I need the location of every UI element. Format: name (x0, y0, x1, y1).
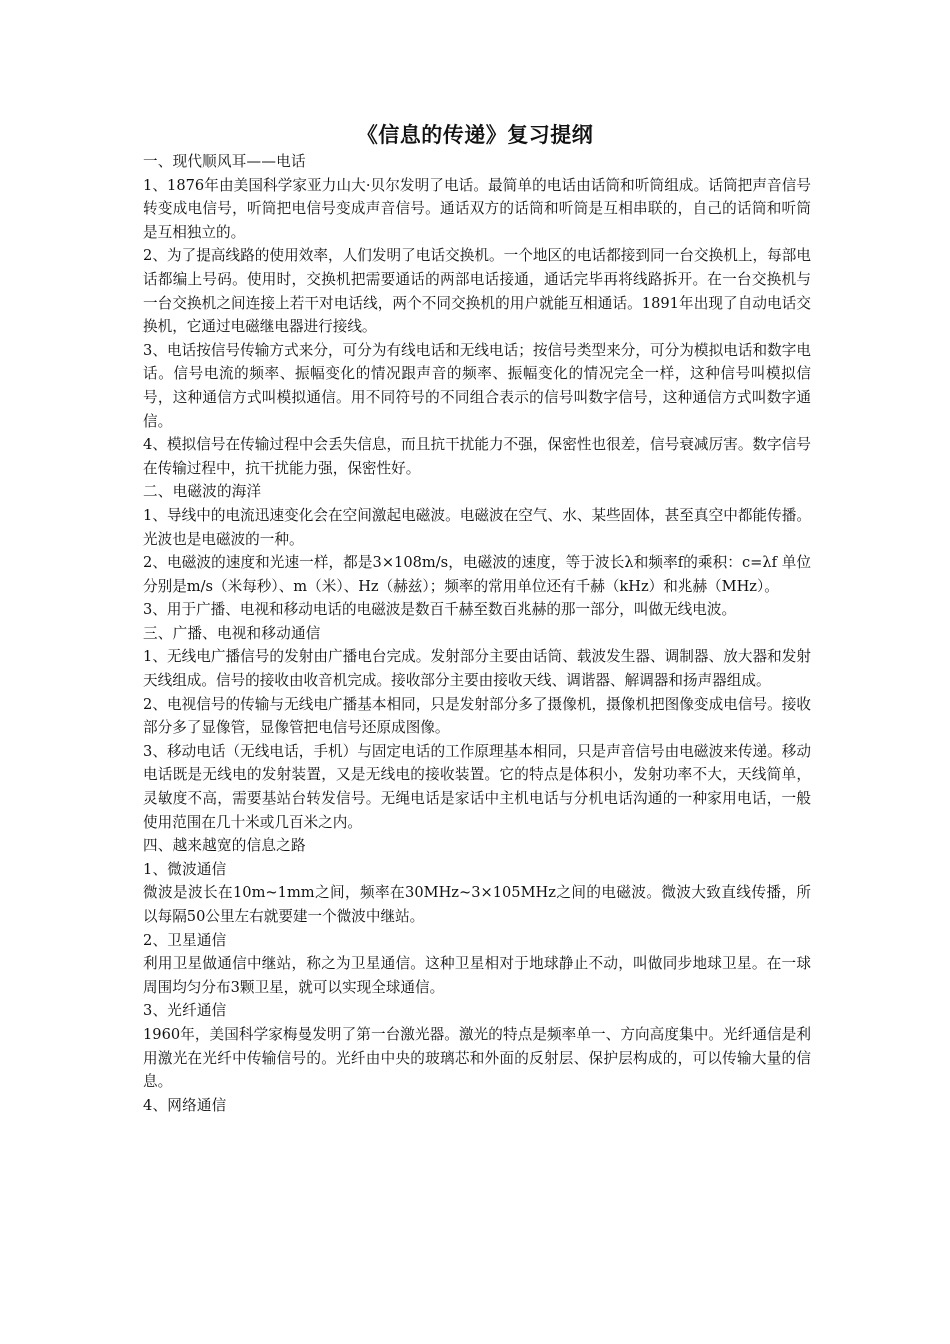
paragraph: 2、为了提高线路的使用效率，人们发明了电话交换机。一个地区的电话都接到同一台交换机上，每部电话都编上号码。使用时，交换机把需要通话的两部电话接通，通话完毕再将线路拆开。在一台交换机与一台交换机之间连接上若干对电话线，两个不同交换机的用户就能互相通话。1891年出现了自动电话交换机，它通过电磁继电器进行接线。 (143, 247, 811, 336)
paragraph: 1、无线电广播信号的发射由广播电台完成。发射部分主要由话筒、载波发生器、调制器、放大器和发射天线组成。信号的接收由收音机完成。接收部分主要由接收天线、调谐器、解调器和扬声器组成。 (143, 648, 811, 690)
section-heading: 三、广播、电视和移动通信 (143, 624, 321, 642)
paragraph: 1960年，美国科学家梅曼发明了第一台激光器。激光的特点是频率单一、方向高度集中。光纤通信是利用激光在光纤中传输信号的。光纤由中央的玻璃芯和外面的反射层、保护层构成的，可以传输大量的信息。 (143, 1025, 811, 1091)
section-heading: 一、现代顺风耳——电话 (143, 153, 306, 170)
section-heading: 四、越来越宽的信息之路 (143, 837, 306, 855)
section-heading: 二、电磁波的海洋 (143, 483, 262, 501)
paragraph: 4、模拟信号在传输过程中会丢失信息，而且抗干扰能力不强，保密性也很差，信号衰减厉害。数字信号在传输过程中，抗干扰能力强，保密性好。 (143, 436, 811, 477)
paragraph: 2、电磁波的速度和光速一样，都是3×108m/s，电磁波的速度，等于波长λ和频率f的乘积：c=λf 单位分别是m/s（米每秒）、m（米）、Hz（赫兹）；频率的常用单位还有千赫（kHz）和兆赫（MHz）。 (143, 554, 811, 595)
section-heading: 4、网络通信 (143, 1096, 227, 1114)
section-heading: 1、微波通信 (143, 860, 227, 878)
paragraph: 1、导线中的电流迅速变化会在空间激起电磁波。电磁波在空气、水、某些固体，甚至真空中都能传播。光波也是电磁波的一种。 (143, 506, 811, 548)
paragraph: 2、电视信号的传输与无线电广播基本相同，只是发射部分多了摄像机，摄像机把图像变成电信号。接收部分多了显像管，显像管把电信号还原成图像。 (143, 695, 811, 737)
paragraph: 利用卫星做通信中继站，称之为卫星通信。这种卫星相对于地球静止不动，叫做同步地球卫星。在一球周围均匀分布3颗卫星，就可以实现全球通信。 (143, 955, 811, 996)
document-body (143, 150, 811, 1117)
paragraph: 微波是波长在10m~1mm之间，频率在30MHz~3×105MHz之间的电磁波。微波大致直线传播，所以每隔50公里左右就要建一个微波中继站。 (143, 884, 811, 925)
section-heading: 3、光纤通信 (143, 1002, 227, 1020)
section-heading: 2、卫星通信 (143, 931, 227, 949)
paragraph: 3、移动电话（无线电话，手机）与固定电话的工作原理基本相同，只是声音信号由电磁波来传递。移动电话既是无线电的发射装置，又是无线电的接收装置。它的特点是体积小，发射功率不大，天线简单，灵敏度不高，需要基站台转发信号。无绳电话是家话中主机电话与分机电话沟通的一种家用电话，一般使用范围在几十米或几百米之内。 (143, 742, 811, 831)
document-title: 《信息的传递》复习提纲 (356, 122, 594, 147)
paragraph: 1、1876年由美国科学家亚力山大·贝尔发明了电话。最简单的电话由话筒和听筒组成。话筒把声音信号转变成电信号，听筒把电信号变成声音信号。通话双方的话筒和听筒是互相串联的，自己的话筒和听筒是互相独立的。 (143, 176, 811, 241)
paragraph: 3、用于广播、电视和移动电话的电磁波是数百千赫至数百兆赫的那一部分，叫做无线电波。 (143, 601, 737, 619)
paragraph: 3、电话按信号传输方式来分，可分为有线电话和无线电话；按信号类型来分，可分为模拟电话和数字电话。信号电流的频率、振幅变化的情况跟声音的频率、振幅变化的情况完全一样，这种信号叫模拟信号，这种通信方式叫模拟通信。用不同符号的不同组合表示的信号叫数字信号，这种通信方式叫数字通信。 (143, 341, 811, 430)
